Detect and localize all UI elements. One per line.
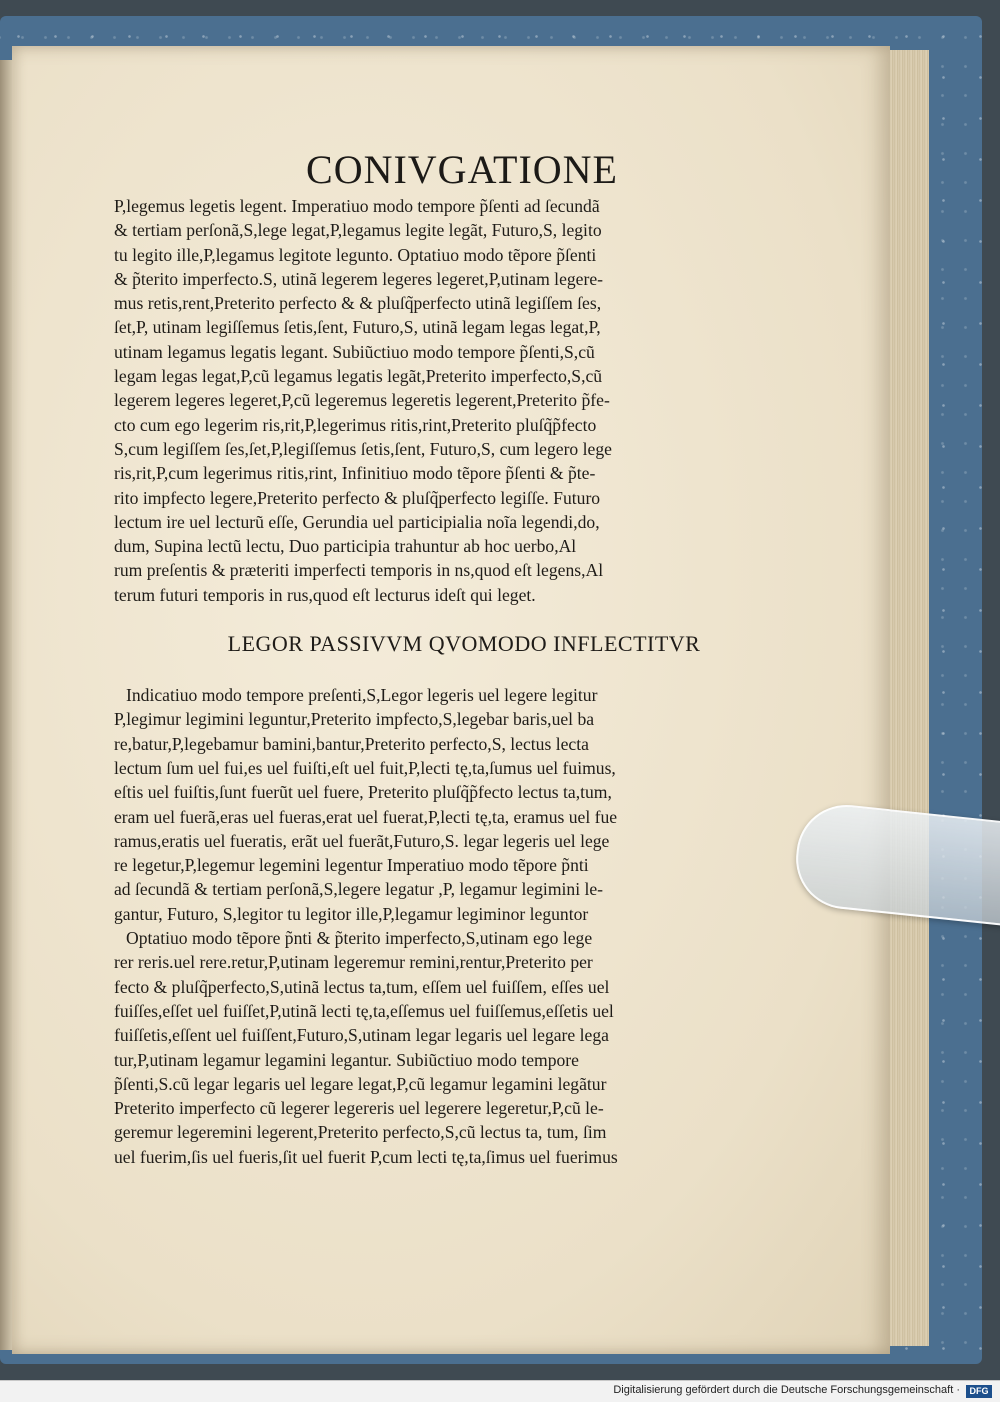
text-line: dum, Supina lectũ lectu, Duo participia trahuntur ab hoc uerbo,Al	[114, 536, 577, 557]
text-line: cto cum ego legerim ris,rit,P,legerimus ritis,rint,Preterito pluſq̃p̃fecto	[114, 414, 597, 435]
text-line: re legetur,P,legemur legemini legentur Imperatiuo modo tẽpore p̃nti	[114, 855, 589, 876]
text-line: legerem legeres legeret,P,cũ legeremus legeretis legerent,Preterito p̃fe-	[114, 390, 610, 411]
text-line: Indicatiuo modo tempore preſenti,S,Legor legeris uel legere legitur	[126, 685, 598, 706]
text-line: uel fuerim,ſis uel fueris,ſit uel fuerit P,cum lecti tę,ta,ſimus uel fuerimus	[114, 1146, 618, 1167]
text-line: eram uel fuerã,eras uel fueras,erat uel fuerat,P,lecti tę,ta, eramus uel fue	[114, 806, 618, 827]
paragraph-bottom	[114, 683, 814, 1169]
text-line: utinam legamus legatis legant. Subiũctiuo modo tempore p̃ſenti,S,cũ	[114, 341, 595, 362]
text-line: rum preſentis & præteriti imperfecti temporis in ns,quod eſt legens,Al	[114, 560, 604, 581]
text-line: re,batur,P,legebamur bamini,bantur,Preterito perfecto,S, lectus lecta	[114, 733, 589, 754]
text-line: mus retis,rent,Preterito perfecto & & pluſq̃perfecto utinã legiſſem ſes,	[114, 293, 602, 314]
text-line: legam legas legat,P,cũ legamus legatis legãt,Preterito imperfecto,S,cũ	[114, 366, 603, 387]
text-line: ad ſecundã & tertiam perſonã,S,legere legatur ,P, legamur legimini le-	[114, 879, 604, 900]
text-line: fuiſſes,eſſet uel fuiſſet,P,utinã lecti tę,ta,eſſemus uel fuiſſemus,eſſetis uel	[114, 1000, 614, 1021]
dfg-logo-icon: DFG	[966, 1385, 992, 1398]
text-line: lectum ſum uel fui,es uel fuiſti,eſt uel fuit,P,lecti tę,ta,ſumus uel fuimus,	[114, 757, 616, 778]
text-line: p̃ſenti,S.cũ legar legaris uel legare legat,P,cũ legamur legamini legãtur	[114, 1073, 607, 1094]
footer-credit: Digitalisierung gefördert durch die Deutsche Forschungsgemeinschaft ·	[613, 1384, 960, 1396]
text-line: fecto & pluſq̃perfecto,S,utinã lectus ta,tum, eſſem uel fuiſſem, eſſes uel	[114, 976, 610, 997]
text-line: rer reris.uel rere.retur,P,utinam legeremur remini,rentur,Preterito per	[114, 952, 593, 973]
text-line: geremur legeremini legerent,Preterito perfecto,S,cũ lectus ta, tum, ſim	[114, 1122, 607, 1143]
text-line: lectum ire uel lecturũ eſſe, Gerundia uel participialia noĩa legendi,do,	[114, 511, 600, 532]
text-line: P,legemus legetis legent. Imperatiuo modo tempore p̃ſenti ad ſecundã	[114, 196, 600, 216]
text-line: ramus,eratis uel fueratis, erãt uel fuerãt,Futuro,S. legar legeris uel lege	[114, 830, 610, 851]
text-line: terum futuri temporis in rus,quod eſt lecturus ideſt qui leget.	[114, 584, 536, 605]
text-line: fuiſſetis,eſſent uel fuiſſent,Futuro,S,utinam legar legaris uel legare lega	[114, 1025, 609, 1046]
book-page	[12, 46, 890, 1354]
paragraph-top	[114, 194, 814, 607]
text-line: ſet,P, utinam legiſſemus ſetis,ſent, Futuro,S, utinã legam legas legat,P,	[114, 317, 601, 338]
text-line: gantur, Futuro, S,legitor tu legitor ille,P,legamur legiminor leguntor	[114, 903, 589, 924]
text-line: S,cum legiſſem ſes,ſet,P,legiſſemus ſetis,ſent, Futuro,S, cum legero lege	[114, 438, 612, 459]
footer-bar	[0, 1380, 1000, 1402]
text-line: ris,rit,P,cum legerimus ritis,rint, Infinitiuo modo tẽpore p̃ſenti & p̃te-	[114, 463, 596, 484]
text-line: & p̃terito imperfecto.S, utinã legerem legeres legeret,P,utinam legere-	[114, 268, 604, 289]
text-line: tur,P,utinam legamur legamini legantur. Subiũctiuo modo tempore	[114, 1049, 579, 1070]
text-line: P,legimur legimini leguntur,Preterito impfecto,S,legebar baris,uel ba	[114, 709, 595, 730]
text-line: & tertiam perſonã,S,lege legat,P,legamus legite legãt, Futuro,S, legito	[114, 220, 602, 241]
running-head: CONIVGATIONE	[306, 147, 618, 192]
text-line: Preterito imperfecto cũ legerer legereris uel legerere legeretur,P,cũ le-	[114, 1098, 604, 1119]
text-block	[114, 194, 814, 1169]
text-line: tu legito ille,P,legamus legitote legunto. Optatiuo modo tẽpore p̃ſenti	[114, 244, 597, 265]
text-line: Optatiuo modo tẽpore p̃nti & p̃terito imperfecto,S,utinam ego lege	[126, 928, 593, 949]
section-heading: LEGOR PASSIVVM QVOMODO INFLECTITVR	[227, 631, 701, 657]
text-line: eſtis uel fuiſtis,ſunt fuerũt uel fuere, Preterito pluſq̃p̃fecto lectus ta,tum,	[114, 782, 612, 803]
text-line: rito impfecto legere,Preterito perfecto & pluſq̃perfecto legiſſe. Futuro	[114, 487, 601, 508]
